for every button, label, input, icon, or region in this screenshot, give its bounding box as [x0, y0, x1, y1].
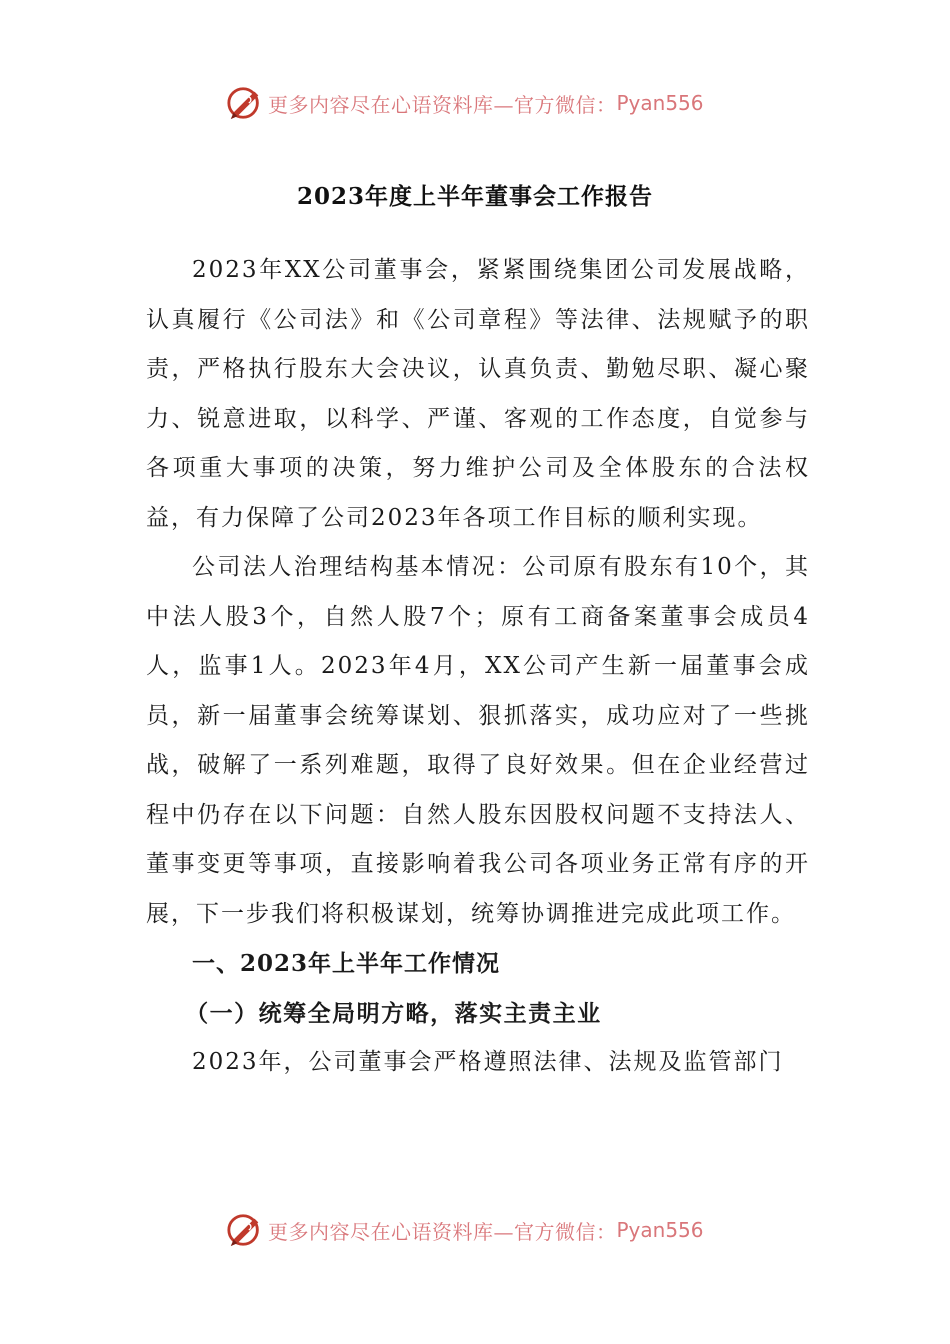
- pen-logo-icon: [226, 1211, 264, 1249]
- document-body: [146, 246, 810, 1088]
- banner-text: 更多内容尽在心语资料库—官方微信：: [268, 92, 617, 117]
- document-title: 2023年度上半年董事会工作报告: [296, 183, 653, 210]
- banner-text: 更多内容尽在心语资料库—官方微信：: [268, 1219, 617, 1244]
- header-watermark-banner: [226, 80, 704, 126]
- footer-watermark-banner: [226, 1207, 704, 1253]
- paragraph-intro: 2023年XX公司董事会，紧紧围绕集团公司发展战略，认真履行《公司法》和《公司章程》等法律、法规赋予的职责，严格执行股东大会决议，认真负责、勤勉尽职、凝心聚力、锐意进取，以科学、严谨、客观的工作态度，自觉参与各项重大事项的决策，努力维护公司及全体股东的合法权益，有力保障了公司2023年各项工作目标的顺利实现。: [146, 257, 810, 531]
- banner-wechat-id: Pyan556: [616, 91, 704, 115]
- subsection-heading: （一）统筹全局明方略，落实主责主业: [185, 999, 602, 1027]
- pen-logo-icon: [226, 84, 264, 122]
- paragraph-continued: 2023年，公司董事会严格遵照法律、法规及监管部门: [192, 1049, 784, 1075]
- section-heading: 一、2023年上半年工作情况: [192, 950, 501, 977]
- paragraph-governance: 公司法人治理结构基本情况：公司原有股东有10个，其中法人股3个，自然人股7个；原有工商备案董事会成员4人，监事1人。2023年4月，XX公司产生新一届董事会成员，新一届董事会统筹谋划、狠抓落实，成功应对了一些挑战，破解了一系列难题，取得了良好效果。但在企业经营过程中仍存在以下问题：自然人股东因股权问题不支持法人、董事变更等事项，直接影响着我公司各项业务正常有序的开展，下一步我们将积极谋划，统筹协调推进完成此项工作。: [146, 554, 810, 927]
- banner-wechat-id: Pyan556: [616, 1218, 704, 1242]
